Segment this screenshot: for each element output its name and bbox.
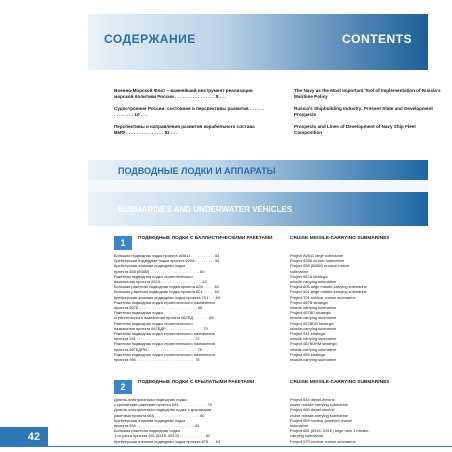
entry-line: Ракетная подводная лодка стратегического bbox=[114, 273, 193, 279]
entry-line: Большая ракетная подводная лодка bbox=[114, 428, 180, 434]
intro-entry-en: Prospects and Lines of Development of Navy Ship Fleet Composition bbox=[294, 124, 416, 135]
section-title-en: SUBMARINES AND UNDERWATER VEHICLES bbox=[118, 205, 293, 214]
footer-rule bbox=[48, 446, 452, 447]
intro-contents bbox=[114, 88, 444, 142]
intro-entry-ru: Военно-Морской Флот – важнейший инструмент реализации морской политики России . . . . . . . . . . . . . . . . 8 . . . bbox=[114, 88, 253, 99]
intro-entry-ru: Перспективы и направления развития корабельного состава ВМФ . . . . . . . . . . . . . . . 52 . . . bbox=[114, 124, 255, 135]
entry-line: Project AV611 large submarine bbox=[290, 253, 344, 258]
entry-line: Project 601 large missile-carrying submarine bbox=[290, 289, 367, 295]
entry-line: missile-carrying submarine bbox=[290, 325, 337, 331]
entry-line: Project 667B strategic bbox=[290, 299, 329, 305]
entry-line: missile-carrying submarine bbox=[290, 346, 337, 352]
entry-line: проекта 658 (658М) . . . . . . . . . . . . . . . . . . . . . . . 60 bbox=[114, 268, 205, 274]
entry-line: missile-carrying submarine bbox=[290, 279, 337, 285]
block-entries-en bbox=[290, 397, 440, 444]
entry-line: Ракетная подводная лодка стратегического bbox=[114, 320, 193, 326]
entry-line: missile-carrying submarine bbox=[290, 357, 337, 363]
entry-line: проекта 955 . . . . . . . . . . . . . . . . . . . . . . . . . . . 78 bbox=[114, 357, 200, 363]
entry-line: проекта 941 . . . . . . . . . . . . . . . . . . . . . . . . . . . 72 bbox=[114, 336, 200, 342]
entry-line: Project 675 nuclear cruiser submarine bbox=[290, 438, 356, 444]
block-title-ru: ПОДВОДНЫЕ ЛОДКИ С КРЫЛАТЫМИ РАКЕТАМИ bbox=[138, 380, 255, 385]
entry-line: Крейсерская атомная подводная лодка проекта 701 . . . 65 bbox=[114, 294, 221, 300]
entry-line: Project 644 diesel-electric bbox=[290, 397, 335, 402]
entry-line: Project 701 nuclear cruiser submarine bbox=[290, 294, 356, 300]
block-title-en: CRUISE-MISSILE-CARRYING SUBMARINES bbox=[290, 236, 390, 241]
block-entries-en bbox=[290, 253, 440, 362]
entry-line: Крейсерская атомная подводная лодка bbox=[114, 263, 186, 269]
entry-line: Ракетная подводная лодка стратегического назначения bbox=[114, 331, 215, 337]
entry-line: Большая ракетная подводная лодка проекта 601 . . . . . 64 bbox=[114, 289, 219, 295]
block-entries bbox=[114, 397, 444, 444]
entry-line: проекта 667Б . . . . . . . . . . . . . . . . . . . . . . . . . . . 66 bbox=[114, 305, 203, 311]
entry-line: Project 941 strategic bbox=[290, 331, 326, 337]
entry-line: missile-carrying submarine bbox=[290, 336, 337, 342]
entry-line: Крейсерская подводная лодка проекта 629А . . . . . . . . . 55 bbox=[114, 258, 220, 264]
intro-entry-en: The Navy as the Most Important Tool of Implementation of Russia's Maritime Policy bbox=[294, 88, 441, 99]
entry-line: с крылатыми ракетами проекта 644 . . . . . . . . . . . . . 79 bbox=[114, 402, 212, 408]
entry-line: Project 665 diesel-electric bbox=[290, 407, 335, 413]
section-title-ru: ПОДВОДНЫЕ ЛОДКИ И АППАРАТЫ bbox=[118, 166, 276, 176]
entry-line: стратегического назначения проекта 667БД . . . . . . . 68 bbox=[114, 315, 214, 321]
block-number-badge: 2 bbox=[114, 380, 132, 394]
block-title-en: CRUISE-MISSILE-CARRYING SUBMARINES bbox=[290, 380, 390, 385]
entry-line: Project 667BD strategic bbox=[290, 310, 331, 316]
contents-block-1 bbox=[114, 236, 444, 362]
entry-line: submarine bbox=[290, 268, 309, 274]
entry-line: 1-го ранга проекта 651 (651К, 651Э) . . . . . . . . . . . . 82 bbox=[114, 433, 211, 439]
entry-line: Project 629A cruiser submarine bbox=[290, 258, 345, 264]
entry-line: Дизель-электрическая подводная лодка с крылатыми bbox=[114, 407, 212, 413]
entry-line: проекта 667БДРМ . . . . . . . . . . . . . . . . . . . . . . . 75 bbox=[114, 346, 202, 352]
entry-line: Project 651 (651K, 651E) large rank 1 missile- bbox=[290, 428, 370, 434]
entry-line: Крейсерская атомная подводная лодка bbox=[114, 417, 186, 423]
contents-block-2 bbox=[114, 380, 444, 444]
intro-entry-ru: Судостроение России: состояние и перспективы развития . . . . . . . . . . . . . . 10 . . . bbox=[114, 106, 264, 117]
entry-line: Большая ракетная подводная лодка проекта 605 . . . . . 63 bbox=[114, 284, 219, 290]
entry-line: cruise-missile-carrying submarine bbox=[290, 412, 348, 418]
entry-line: Дизель-электрическая подводная лодка bbox=[114, 397, 187, 402]
entry-line: Большая подводная лодка проекта АВ611 . . . . . . . . . . . 54 bbox=[114, 253, 220, 258]
entry-line: cruise-missile-carrying submarine bbox=[290, 402, 348, 408]
entry-line: назначения проекта 667БДР . . . . . . . . . . . . . . . . . 70 bbox=[114, 325, 208, 331]
page-number: 42 bbox=[0, 427, 48, 447]
block-entries-ru bbox=[114, 253, 274, 362]
entry-line: ракетами проекта 665 . . . . . . . . . . . . . . . . . . . . . 80 bbox=[114, 412, 205, 418]
contents-title-ru: СОДЕРЖАНИЕ bbox=[104, 32, 196, 46]
entry-line: Ракетная подводная лодка стратегического назначения bbox=[114, 299, 215, 305]
intro-entry bbox=[114, 106, 444, 118]
intro-entry bbox=[114, 88, 444, 100]
block-entries-ru bbox=[114, 397, 274, 444]
entry-line: Project 955 strategic bbox=[290, 351, 326, 357]
block-entries bbox=[114, 253, 444, 362]
entry-line: Крейсерская атомная подводная лодка проекта 675 . . . 84 bbox=[114, 438, 221, 444]
entry-line: назначения проекта 667А . . . . . . . . . . . . . . . . . . . 62 bbox=[114, 279, 207, 285]
entry-line: Ракетная подводная лодка bbox=[114, 310, 163, 316]
block-title-ru: ПОДВОДНЫЕ ЛОДКИ С БАЛЛИСТИЧЕСКИМИ РАКЕТАМИ bbox=[138, 236, 273, 241]
contents-title-en: CONTENTS bbox=[342, 32, 412, 46]
entry-line: проекта 659 . . . . . . . . . . . . . . . . . . . . . . . . . . . 81 bbox=[114, 423, 200, 429]
entry-line: submarine bbox=[290, 423, 309, 429]
entry-line: carrying submarine bbox=[290, 433, 324, 439]
intro-entry bbox=[114, 124, 444, 136]
entry-line: Project 658 (658M) nuclear cruiser bbox=[290, 263, 350, 269]
contents-banner bbox=[88, 14, 428, 70]
block-header bbox=[114, 380, 444, 394]
block-header bbox=[114, 236, 444, 250]
entry-line: Project 667BDR strategic bbox=[290, 320, 334, 326]
entry-line: Ракетная подводная лодка стратегического назначения bbox=[114, 351, 215, 357]
entry-line: Project 667BDRM strategic bbox=[290, 341, 337, 347]
section-divider-strip bbox=[88, 180, 428, 192]
entry-line: missile-carrying submarine bbox=[290, 305, 337, 311]
block-number-badge: 1 bbox=[114, 236, 132, 250]
entry-line: Project 659 nuclear powered cruiser bbox=[290, 417, 353, 423]
entry-line: Project 667A strategic bbox=[290, 273, 328, 279]
intro-entry-en: Russia's Shipbuilding Industry: Present State and Development Prospects bbox=[294, 106, 433, 117]
section-banner bbox=[88, 160, 428, 226]
entry-line: missile-carrying submarine bbox=[290, 315, 337, 321]
entry-line: Project 605 large missile-carrying submarine bbox=[290, 284, 367, 290]
entry-line: Ракетная подводная лодка стратегического назначения bbox=[114, 341, 215, 347]
